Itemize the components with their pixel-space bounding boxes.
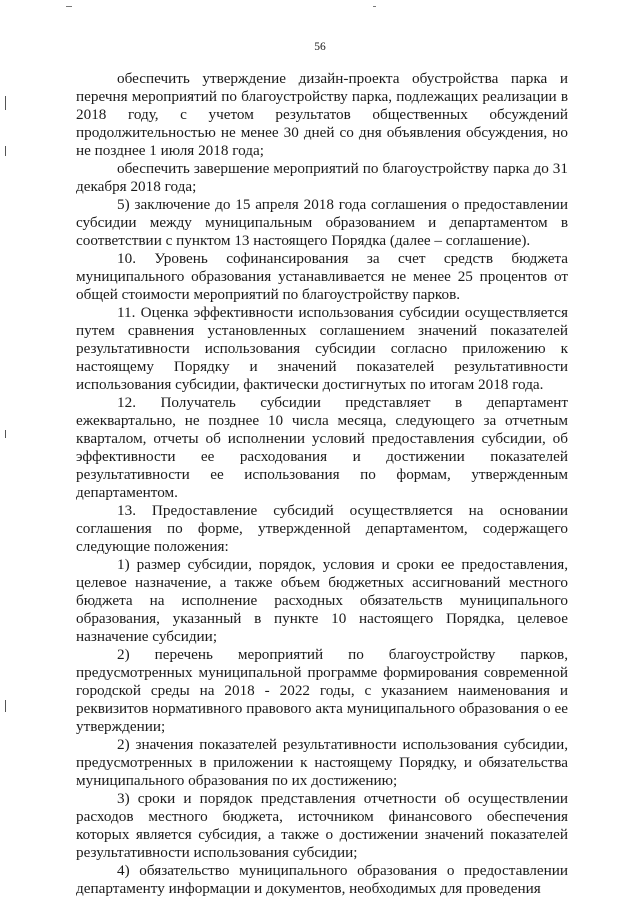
paragraph: 11. Оценка эффективности использования субсидии осуществляется путем сравнения установленных соглашением значений показателей результативности использования субсидии согласно приложению к настоящему Порядку и значений показателей результативности использования субсидии, фактически достигнутых по итогам 2018 года. xyxy=(76,304,568,393)
document-body xyxy=(76,70,568,898)
paragraph: обеспечить утверждение дизайн-проекта обустройства парка и перечня мероприятий по благоустройству парка, подлежащих реализации в 2018 году, с учетом результатов общественных обсуждений продолжительностью не менее 30 дней со дня объявления обсуждения, но не позднее 1 июля 2018 года; xyxy=(76,70,568,159)
paragraph: 3) сроки и порядок представления отчетности об осуществлении расходов местного бюджета, источником финансового обеспечения которых является субсидия, а также о достижении значений показателей результативности использования субсидии; xyxy=(76,790,568,861)
scan-mark xyxy=(66,6,72,7)
paragraph: 4) обязательство муниципального образования о предоставлении департаменту информации и документов, необходимых для проведения xyxy=(76,862,568,897)
paragraph: 12. Получатель субсидии представляет в департамент ежеквартально, не позднее 10 числа месяца, следующего за отчетным кварталом, отчеты об исполнении условий предоставления субсидии, об эффективности ее расходования и достижении показателей результативности ее использования по формам, утвержденным департаментом. xyxy=(76,394,568,501)
scan-mark xyxy=(373,6,376,7)
page-number: 56 xyxy=(314,41,326,53)
scan-edge-mark xyxy=(5,700,6,712)
scan-edge-mark xyxy=(5,430,6,438)
paragraph: 5) заключение до 15 апреля 2018 года соглашения о предоставлении субсидии между муниципальным образованием и департаментом в соответствии с пунктом 13 настоящего Порядка (далее – соглашение). xyxy=(76,196,568,249)
paragraph: 1) размер субсидии, порядок, условия и сроки ее предоставления, целевое назначение, а также объем бюджетных ассигнований местного бюджета на исполнение расходных обязательств муниципального образования, указанный в пункте 10 настоящего Порядка, целевое назначение субсидии; xyxy=(76,556,568,645)
paragraph: 2) перечень мероприятий по благоустройству парков, предусмотренных муниципальной программе формирования современной городской среды на 2018 - 2022 годы, с указанием наименования и реквизитов нормативного правового акта муниципального образования о ее утверждении; xyxy=(76,646,568,735)
scan-edge-mark xyxy=(5,96,6,110)
paragraph: 13. Предоставление субсидий осуществляется на основании соглашения по форме, утвержденной департаментом, содержащего следующие положения: xyxy=(76,502,568,555)
scan-edge-mark xyxy=(5,146,6,156)
paragraph: обеспечить завершение мероприятий по благоустройству парка до 31 декабря 2018 года; xyxy=(76,160,568,195)
paragraph: 2) значения показателей результативности использования субсидии, предусмотренных в приложении к настоящему Порядку, и обязательства муниципального образования по их достижению; xyxy=(76,736,568,789)
paragraph: 10. Уровень софинансирования за счет средств бюджета муниципального образования устанавливается не менее 25 процентов от общей стоимости мероприятий по благоустройству парков. xyxy=(76,250,568,303)
